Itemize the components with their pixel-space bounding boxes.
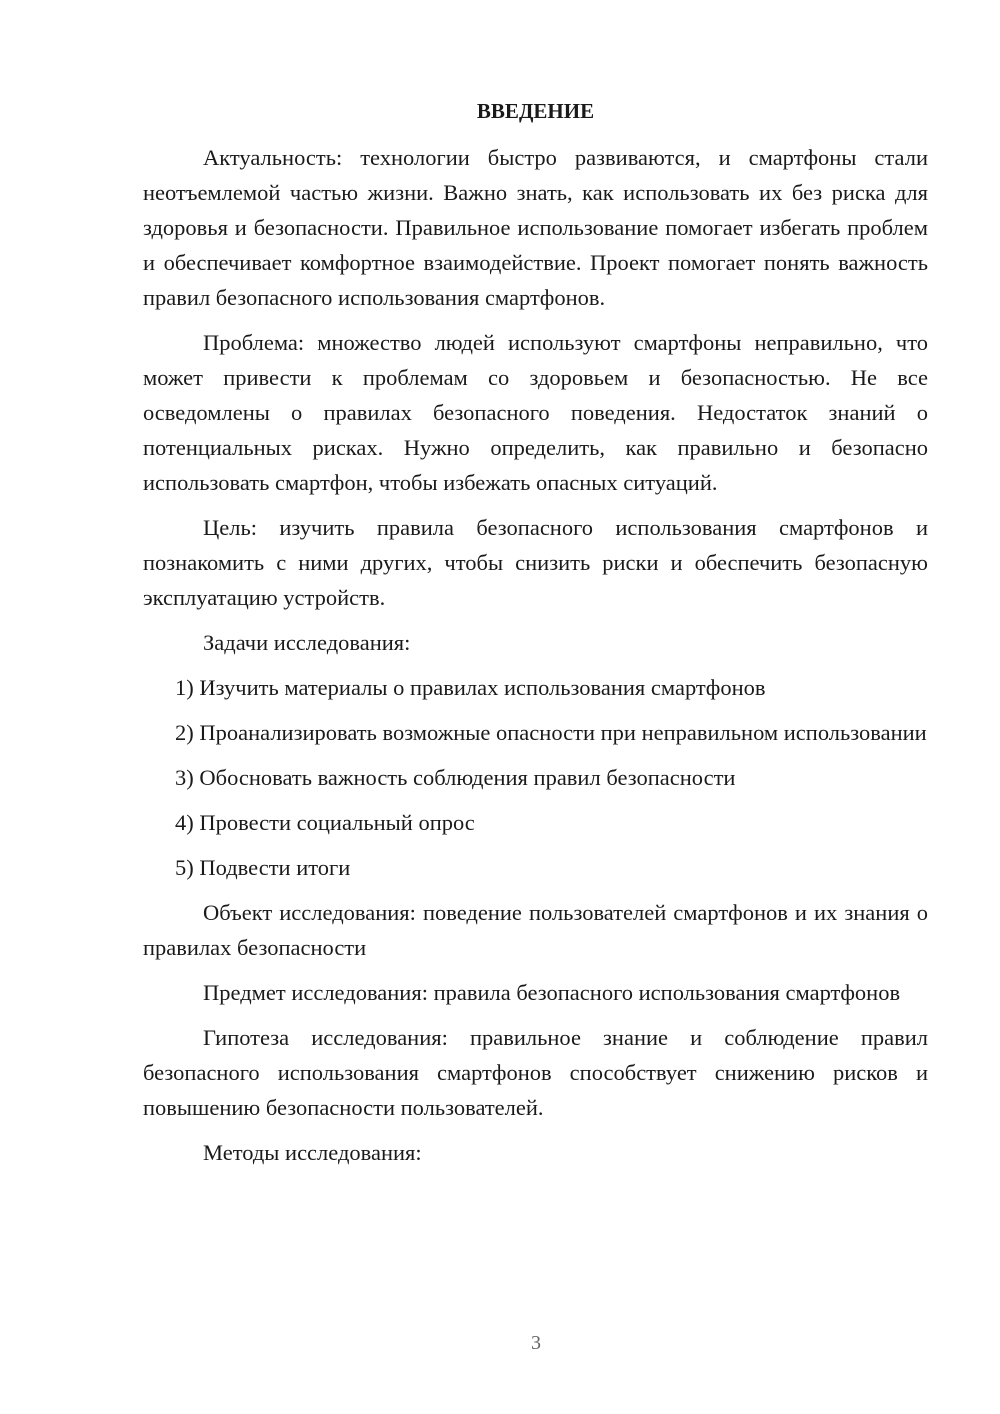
paragraph-hypothesis: Гипотеза исследования: правильное знание и соблюдение правил безопасного использования смартфонов способствует снижению рисков и повышению безопасности пользователей. — [143, 1025, 928, 1120]
task-item-1: 1) Изучить материалы о правилах использования смартфонов — [175, 675, 766, 700]
paragraph-object: Объект исследования: поведение пользователей смартфонов и их знания о правилах безопасности — [143, 900, 928, 960]
page-title: ВВЕДЕНИЕ — [476, 99, 595, 123]
task-item-5: 5) Подвести итоги — [175, 855, 351, 880]
task-item-2: 2) Проанализировать возможные опасности при неправильном использовании — [175, 720, 927, 745]
page-content — [143, 96, 928, 1180]
paragraph-problem: Проблема: множество людей используют смартфоны неправильно, что может привести к проблемам со здоровьем и безопасностью. Не все осведомлены о правилах безопасного поведения. Недостаток знаний о потенциальных рисках. Нужно определить, как правильно и безопасно использовать смартфон, чтобы избежать опасных ситуаций. — [143, 330, 928, 495]
paragraph-subject: Предмет исследования: правила безопасного использования смартфонов — [203, 980, 901, 1005]
paragraph-relevance: Актуальность: технологии быстро развиваются, и смартфоны стали неотъемлемой частью жизни. Важно знать, как использовать их без риска для здоровья и безопасности. Правильное использование помогает избегать проблем и обеспечивает комфортное взаимодействие. Проект помогает понять важность правил безопасного использования смартфонов. — [143, 145, 928, 310]
tasks-title: Задачи исследования: — [203, 630, 411, 655]
paragraph-goal: Цель: изучить правила безопасного использования смартфонов и познакомить с ними других, чтобы снизить риски и обеспечить безопасную эксплуатацию устройств. — [143, 515, 928, 610]
methods-title: Методы исследования: — [203, 1140, 422, 1165]
page-number: 3 — [531, 1332, 541, 1354]
task-item-3: 3) Обосновать важность соблюдения правил безопасности — [175, 765, 736, 790]
task-item-4: 4) Провести социальный опрос — [175, 810, 475, 835]
